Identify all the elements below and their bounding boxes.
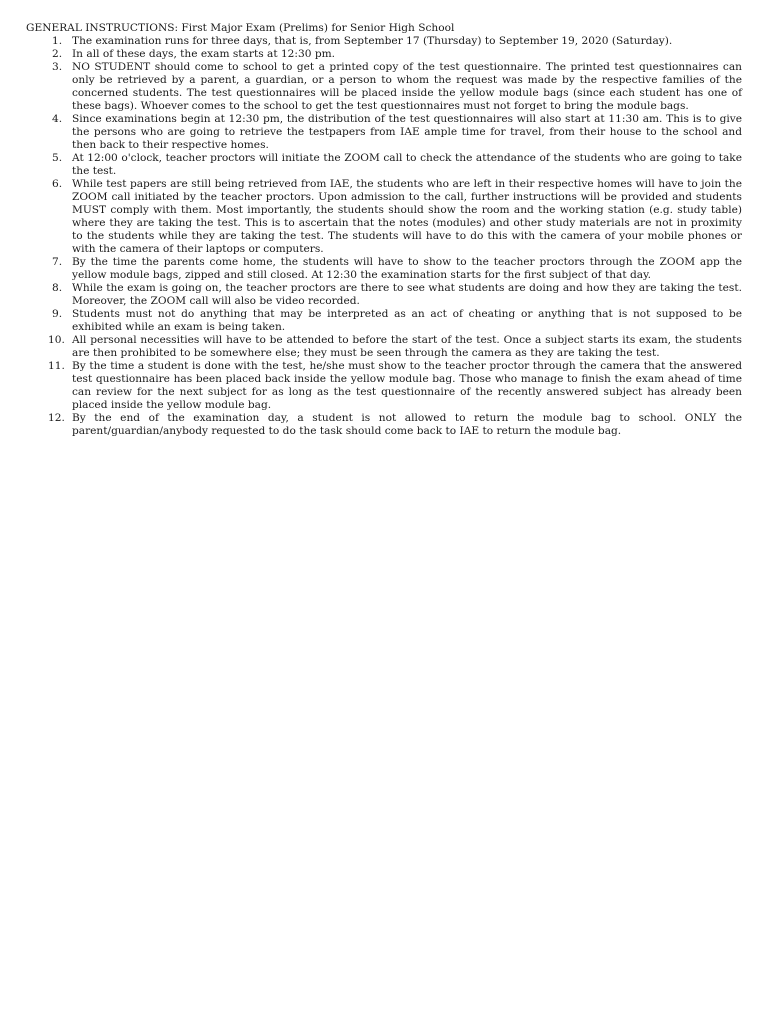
item-number: 10. [48,334,65,346]
item-number: 3. [52,61,63,73]
list-item [26,48,742,61]
list-item [26,360,742,412]
item-number: 9. [52,308,63,320]
item-text: By the end of the examination day, a student is not allowed to return the module bag to school. ONLY the parent/guardian/anybody requested to do the task should come back to IAE to return the module bag. [72,412,742,437]
list-item [26,35,742,48]
list-item [26,308,742,334]
item-number: 5. [52,152,63,164]
item-number: 11. [48,360,65,372]
list-item [26,334,742,360]
list-item [26,282,742,308]
item-number: 12. [48,412,65,424]
item-text: While test papers are still being retrieved from IAE, the students who are left in their respective homes will have to join the ZOOM call initiated by the teacher proctors. Upon admission to the call, further instructions will be provided and students MUST comply with them. Most importantly, the students should show the room and the working station (e.g. study table) where they are taking the test. This is to ascertain that the notes (modules) and other study materials are not in proximity to the students while they are taking the test. The students will have to do this with the camera of your mobile phones or with the camera of their laptops or computers. [72,178,742,255]
item-text: In all of these days, the exam starts at 12:30 pm. [72,48,336,60]
item-number: 1. [52,35,63,47]
item-number: 7. [52,256,63,268]
list-item [26,113,742,152]
item-number: 8. [52,282,63,294]
list-item [26,61,742,113]
list-item [26,152,742,178]
item-text: Since examinations begin at 12:30 pm, the distribution of the test questionnaires will also start at 11:30 am. This is to give the persons who are going to retrieve the testpapers from IAE ample time for travel, from their house to the school and then back to their respective homes. [72,113,742,151]
item-text: The examination runs for three days, that is, from September 17 (Thursday) to September 19, 2020 (Saturday). [72,35,673,47]
item-number: 4. [52,113,63,125]
item-number: 2. [52,48,63,60]
document-page [26,22,742,438]
document-heading: GENERAL INSTRUCTIONS: First Major Exam (Prelims) for Senior High School [26,22,455,34]
item-text: NO STUDENT should come to school to get a printed copy of the test questionnaire. The printed test questionnaires can only be retrieved by a parent, a guardian, or a person to whom the request was made by the respective families of the concerned students. The test questionnaires will be placed inside the yellow module bags (since each student has one of these bags). Whoever comes to the school to get the test questionnaires must not forget to bring the module bags. [72,61,742,112]
item-number: 6. [52,178,63,190]
item-text: By the time a student is done with the test, he/she must show to the teacher proctor through the camera that the answered test questionnaire has been placed back inside the yellow module bag. Those who manage to finish the exam ahead of time can review for the next subject for as long as the test questionnaire of the recently answered subject has already been placed inside the yellow module bag. [72,360,742,411]
item-text: While the exam is going on, the teacher proctors are there to see what students are doing and how they are taking the test. Moreover, the ZOOM call will also be video recorded. [72,282,742,307]
list-item [26,178,742,256]
list-item [26,412,742,438]
item-text: By the time the parents come home, the students will have to show to the teacher proctors through the ZOOM app the yellow module bags, zipped and still closed. At 12:30 the examination starts for the first subject of that day. [72,256,742,281]
item-text: Students must not do anything that may be interpreted as an act of cheating or anything that is not supposed to be exhibited while an exam is being taken. [72,308,742,333]
item-text: At 12:00 o'clock, teacher proctors will initiate the ZOOM call to check the attendance of the students who are going to take the test. [72,152,742,177]
list-item [26,256,742,282]
item-text: All personal necessities will have to be attended to before the start of the test. Once a subject starts its exam, the students are then prohibited to be somewhere else; they must be seen through the camera as they are taking the test. [72,334,742,359]
instructions-list [26,35,742,438]
